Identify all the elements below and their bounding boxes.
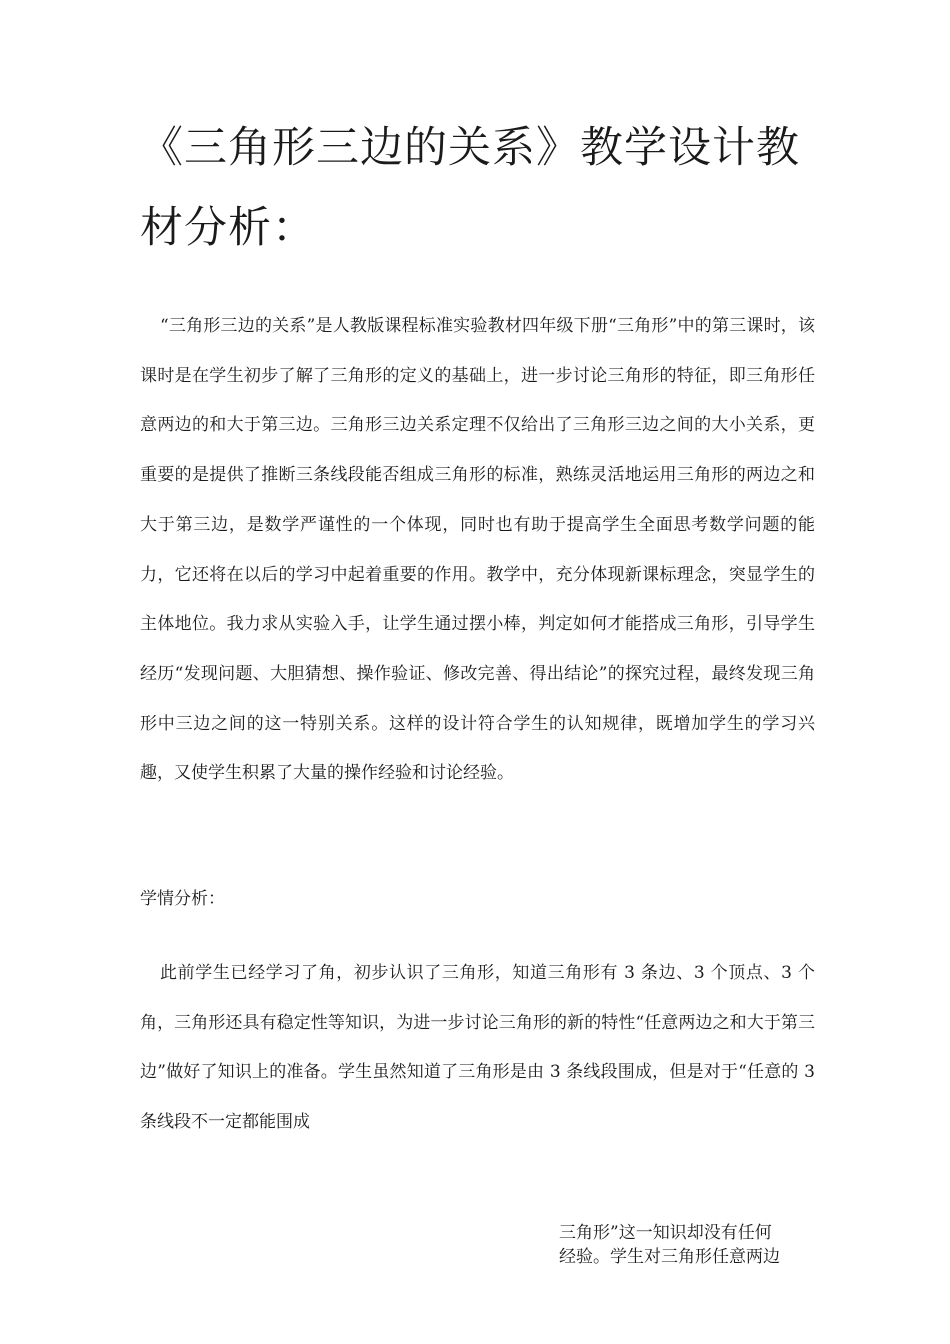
section-heading-student-analysis: 学情分析： (140, 889, 225, 909)
continuation-line-1: 三角形”这一知识却没有任何 (559, 1223, 772, 1243)
student-analysis-paragraph: 此前学生已经学习了角，初步认识了三角形，知道三角形有 3 条边、3 个顶点、3 个角，三角形还具有稳定性等知识，为进一步讨论三角形的新的特性“任意两边之和大于第三边”做好了知识上的准备。学生虽然知道了三角形是由 3 条线段围成，但是对于“任意的 3 条线段不一定都能围成 (140, 963, 815, 1133)
continuation-line-2: 经验。学生对三角形任意两边 (559, 1247, 780, 1267)
document-title: 《三角形三边的关系》教学设计教材分析： (140, 123, 800, 253)
continuation-text-block (559, 1221, 814, 1269)
textbook-analysis-paragraph: “三角形三边的关系”是人教版课程标准实验教材四年级下册“三角形”中的第三课时，该课时是在学生初步了解了三角形的定义的基础上，进一步讨论三角形的特征，即三角形任意两边的和大于第三边。三角形三边关系定理不仅给出了三角形三边之间的大小关系，更重要的是提供了推断三条线段能否组成三角形的标准，熟练灵活地运用三角形的两边之和大于第三边，是数学严谨性的一个体现，同时也有助于提高学生全面思考数学问题的能力，它还将在以后的学习中起着重要的作用。教学中，充分体现新课标理念，突显学生的主体地位。我力求从实验入手，让学生通过摆小棒，判定如何才能搭成三角形，引导学生经历“发现问题、大胆猜想、操作验证、修改完善、得出结论”的探究过程，最终发现三角形中三边之间的这一特别关系。这样的设计符合学生的认知规律，既增加学生的学习兴趣，又使学生积累了大量的操作经验和讨论经验。 (140, 316, 815, 784)
